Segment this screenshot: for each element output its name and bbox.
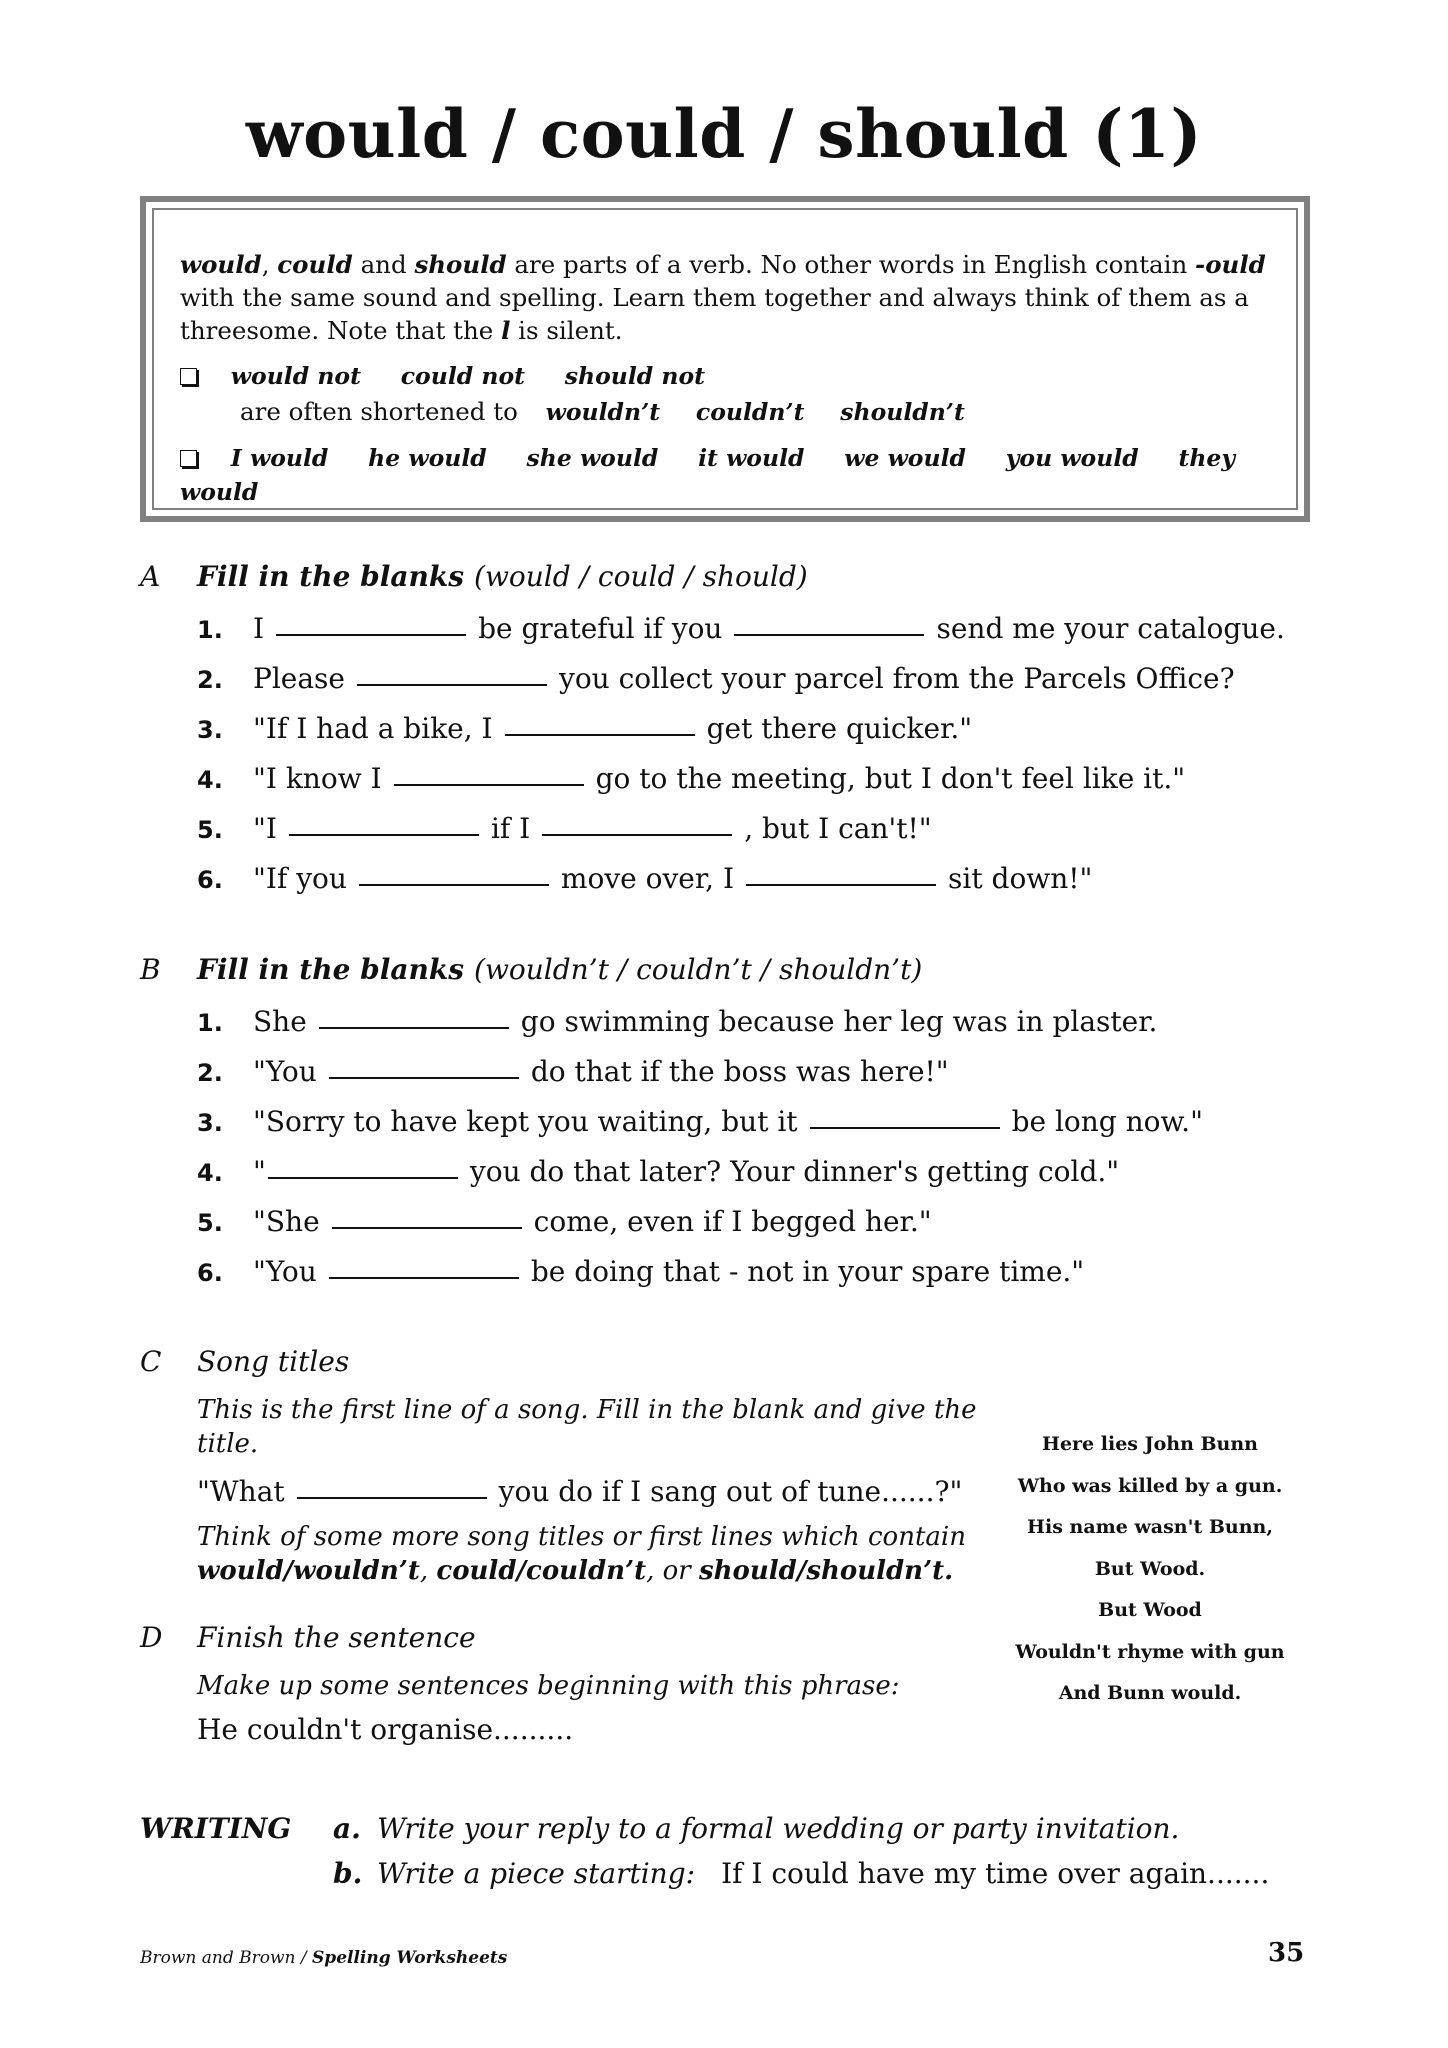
negative-would-not: would not xyxy=(230,362,361,390)
item-number: 1. xyxy=(197,616,223,644)
song-line-start: "What xyxy=(197,1475,285,1508)
item-number: 5. xyxy=(197,816,223,844)
exercise-item xyxy=(197,712,1285,762)
item-text: you collect your parcel from the Parcels Office? xyxy=(559,662,1235,695)
exercise-item xyxy=(197,1255,1203,1305)
intro-word-could: could xyxy=(277,250,353,279)
exercise-item xyxy=(197,1205,1203,1255)
blank-field[interactable] xyxy=(329,1255,519,1279)
writing-text: Write a piece starting: xyxy=(377,1857,696,1890)
footer-authors: Brown and Brown / xyxy=(140,1948,313,1968)
section-b-title: Fill in the blanks xyxy=(197,953,465,986)
item-number: 2. xyxy=(197,666,223,694)
exercise-item xyxy=(197,862,1285,912)
section-b-hint: (wouldn’t / couldn’t / shouldn’t) xyxy=(474,953,923,986)
page-title: would / could / should (1) xyxy=(245,95,1203,173)
section-a-title: Fill in the blanks xyxy=(197,560,465,593)
intro-text-2: with the same sound and spelling. Learn them together and always think of them as a threesome. Note that the xyxy=(180,283,1249,345)
section-d-heading xyxy=(197,1621,476,1654)
footer-credit xyxy=(140,1948,507,1968)
contraction-wouldnt: wouldn’t xyxy=(545,398,661,426)
blank-field[interactable] xyxy=(276,612,466,636)
poem-line: But Wood xyxy=(1098,1599,1202,1621)
poem-line: His name wasn't Bunn, xyxy=(1027,1516,1273,1538)
item-number: 4. xyxy=(197,766,223,794)
pronoun-item: you would xyxy=(1005,444,1139,472)
item-text: "Sorry to have kept you waiting, but it xyxy=(253,1105,798,1138)
writing-letter: a. xyxy=(333,1812,361,1845)
intro-and: and xyxy=(352,250,415,279)
writing-text: Write your reply to a formal wedding or party invitation. xyxy=(377,1812,1180,1845)
item-text: She xyxy=(253,1005,307,1038)
section-c-words xyxy=(197,1554,997,1588)
pronouns-row xyxy=(180,441,1270,509)
exercise-item xyxy=(197,1055,1203,1105)
writing-item-b xyxy=(333,1857,1269,1902)
section-c-title: Song titles xyxy=(197,1345,350,1378)
contraction-shouldnt: shouldn’t xyxy=(840,398,965,426)
item-text: send me your catalogue. xyxy=(936,612,1285,645)
writing-label: WRITING xyxy=(140,1812,292,1845)
item-text: I xyxy=(253,612,265,645)
exercise-item xyxy=(197,812,1285,862)
section-c-think: Think of some more song titles or first lines which contain xyxy=(197,1522,966,1552)
intro-inner-frame xyxy=(152,208,1298,510)
negatives-row xyxy=(180,359,1270,393)
item-text: go to the meeting, but I don't feel like it." xyxy=(595,762,1186,795)
item-text: sit down!" xyxy=(948,862,1093,895)
item-number: 6. xyxy=(197,1259,223,1287)
blank-field[interactable] xyxy=(359,862,549,886)
checkbox-icon xyxy=(180,368,197,385)
poem-line: Here lies John Bunn xyxy=(1042,1433,1258,1455)
words-comma: , xyxy=(419,1556,437,1586)
item-text: "You xyxy=(253,1255,317,1288)
section-d-body xyxy=(197,1669,997,1758)
blank-field[interactable] xyxy=(319,1005,509,1029)
pronoun-item: I would xyxy=(230,444,329,472)
intro-text-1: are parts of a verb. No other words in English contain xyxy=(506,250,1196,279)
shortened-row xyxy=(180,395,1270,429)
pronoun-item: we would xyxy=(844,444,966,472)
intro-paragraph xyxy=(180,248,1270,347)
item-number: 4. xyxy=(197,1159,223,1187)
item-text: move over, I xyxy=(560,862,735,895)
section-c-body xyxy=(197,1393,997,1588)
section-b-heading xyxy=(197,953,922,986)
item-text: get there quicker." xyxy=(706,712,973,745)
section-b-letter: B xyxy=(140,953,161,986)
item-text: , but I can't!" xyxy=(744,812,932,845)
exercise-item xyxy=(197,612,1285,662)
song-line-end: you do if I sang out of tune......?" xyxy=(498,1475,963,1508)
section-d-phrase: He couldn't organise......... xyxy=(197,1713,574,1746)
blank-field[interactable] xyxy=(734,612,924,636)
writing-items xyxy=(333,1812,1269,1902)
section-a-hint: (would / could / should) xyxy=(474,560,808,593)
section-d-letter: D xyxy=(140,1621,163,1654)
exercise-item xyxy=(197,1005,1203,1055)
item-number: 3. xyxy=(197,716,223,744)
writing-phrase: If I could have my time over again....... xyxy=(721,1857,1270,1890)
blank-field[interactable] xyxy=(542,812,732,836)
exercise-item xyxy=(197,662,1285,712)
contraction-couldnt: couldn’t xyxy=(695,398,805,426)
blank-field[interactable] xyxy=(268,1155,458,1179)
item-text: Please xyxy=(253,662,345,695)
item-number: 6. xyxy=(197,866,223,894)
exercise-item xyxy=(197,1155,1203,1205)
blank-field[interactable] xyxy=(746,862,936,886)
blank-field[interactable] xyxy=(329,1055,519,1079)
item-text: come, even if I begged her." xyxy=(533,1205,932,1238)
section-a-items xyxy=(197,612,1285,912)
section-c-letter: C xyxy=(140,1345,162,1378)
intro-word-would: would xyxy=(180,250,262,279)
section-d-title: Finish the sentence xyxy=(197,1621,476,1654)
words-would: would/wouldn’t xyxy=(197,1556,420,1586)
item-text: if I xyxy=(490,812,531,845)
item-text: "She xyxy=(253,1205,320,1238)
item-text: "I know I xyxy=(253,762,382,795)
section-c-heading xyxy=(197,1345,349,1378)
blank-field[interactable] xyxy=(289,812,479,836)
item-text: "If you xyxy=(253,862,347,895)
negative-could-not: could not xyxy=(400,362,525,390)
poem-line: And Bunn would. xyxy=(1058,1682,1242,1704)
item-text: be grateful if you xyxy=(478,612,723,645)
item-text: "You xyxy=(253,1055,317,1088)
shortened-label: are often shortened to xyxy=(240,397,518,426)
section-c-instruction: This is the first line of a song. Fill in the blank and give the title. xyxy=(197,1395,977,1459)
page-number: 35 xyxy=(1268,1938,1305,1968)
item-text: you do that later? Your dinner's getting cold." xyxy=(469,1155,1120,1188)
blank-field[interactable] xyxy=(810,1105,1000,1129)
item-text: " xyxy=(253,1155,266,1188)
blank-field[interactable] xyxy=(297,1475,487,1499)
intro-text-3: is silent. xyxy=(510,316,623,345)
writing-letter: b. xyxy=(333,1857,363,1890)
item-text: "If I had a bike, I xyxy=(253,712,493,745)
item-text: be long now." xyxy=(1011,1105,1203,1138)
blank-field[interactable] xyxy=(505,712,695,736)
pronoun-item: she would xyxy=(526,444,659,472)
poem-line: But Wood. xyxy=(1094,1557,1206,1580)
item-text: "I xyxy=(253,812,277,845)
exercise-item xyxy=(197,1105,1203,1155)
intro-letter-l: l xyxy=(501,316,511,345)
pronoun-item: he would xyxy=(368,444,487,472)
song-line xyxy=(197,1475,997,1508)
exercise-item xyxy=(197,762,1285,812)
words-could: could/couldn’t xyxy=(436,1556,647,1586)
intro-sep: , xyxy=(261,250,278,279)
intro-box xyxy=(140,196,1310,522)
words-or: , or xyxy=(646,1556,699,1586)
blank-field[interactable] xyxy=(332,1205,522,1229)
writing-item-a xyxy=(333,1812,1269,1857)
intro-ould: -ould xyxy=(1195,250,1266,279)
item-text: go swimming because her leg was in plaster. xyxy=(520,1005,1158,1038)
footer-book: Spelling Worksheets xyxy=(312,1948,508,1968)
item-text: be doing that - not in your spare time." xyxy=(530,1255,1085,1288)
poem xyxy=(990,1424,1310,1715)
pronoun-item: they would xyxy=(180,444,1236,506)
section-a-letter: A xyxy=(140,560,161,593)
section-a-heading xyxy=(197,560,808,593)
poem-line: Who was killed by a gun. xyxy=(1017,1474,1283,1497)
blank-field[interactable] xyxy=(394,762,584,786)
item-number: 1. xyxy=(197,1009,223,1037)
item-number: 3. xyxy=(197,1109,223,1137)
words-should: should/shouldn’t. xyxy=(698,1556,954,1586)
section-b-items xyxy=(197,1005,1203,1305)
blank-field[interactable] xyxy=(357,662,547,686)
pronoun-item: it would xyxy=(698,444,805,472)
negative-should-not: should not xyxy=(564,362,706,390)
intro-word-should: should xyxy=(414,250,507,279)
item-number: 2. xyxy=(197,1059,223,1087)
item-number: 5. xyxy=(197,1209,223,1237)
item-text: do that if the boss was here!" xyxy=(530,1055,949,1088)
poem-line: Wouldn't rhyme with gun xyxy=(1015,1640,1285,1663)
checkbox-icon xyxy=(180,450,197,467)
section-d-instruction: Make up some sentences beginning with this phrase: xyxy=(197,1671,900,1701)
